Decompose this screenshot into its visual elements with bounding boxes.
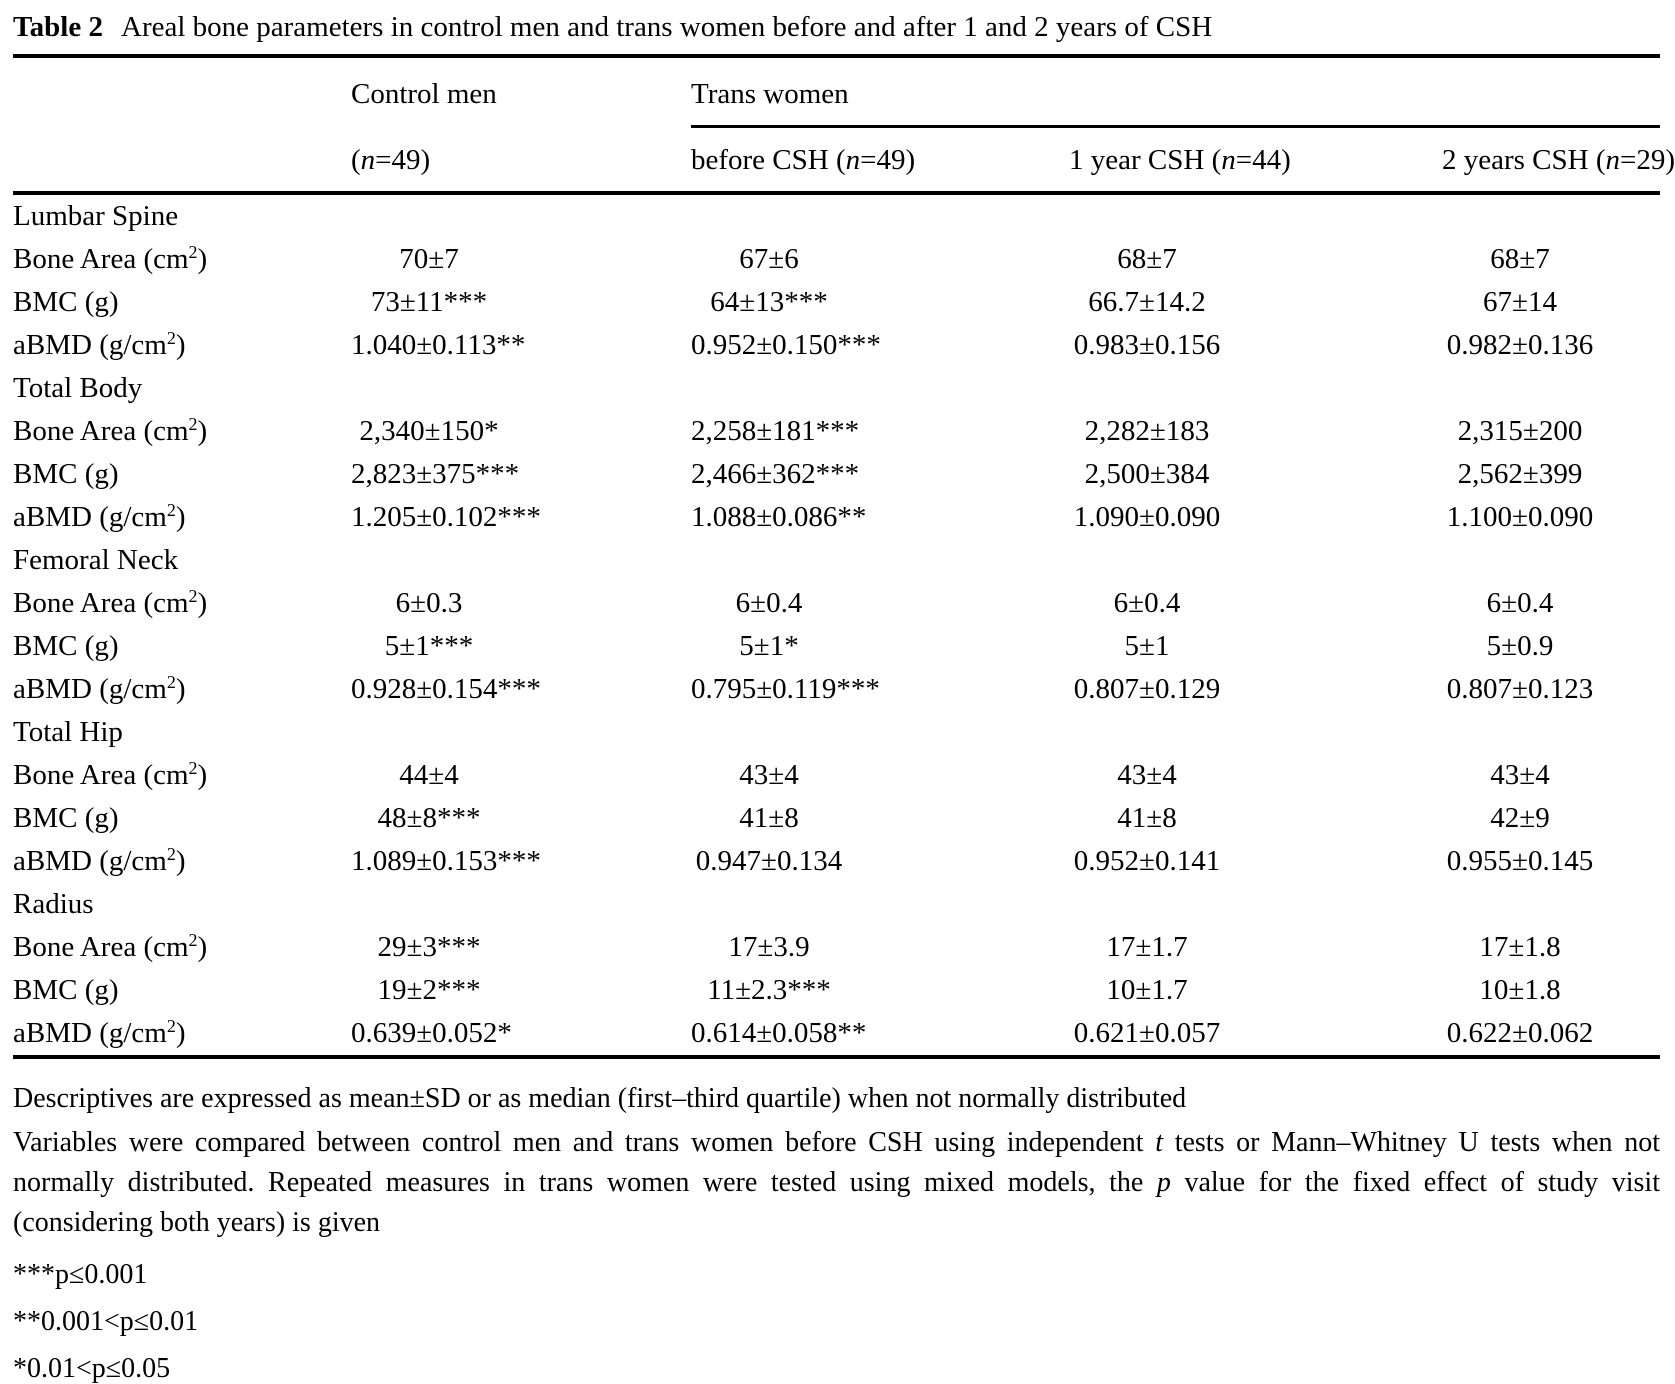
superscript-2: 2 [166,1016,176,1037]
value-cell [1442,1012,1660,1058]
cell-value: 17±3.9 [728,931,810,963]
cell-value: 5±1*** [384,630,474,662]
table-row [13,410,1660,453]
cell-value: 43±4 [1490,759,1550,791]
table-row [13,324,1660,367]
table-row [13,797,1660,840]
table-row [13,926,1660,969]
cell-value: 5±1* [739,630,799,662]
table-body [13,195,1660,1055]
row-label: Bone Area $(cm^2)$ [13,758,208,791]
value-cell [1442,410,1660,456]
table-row [13,496,1660,539]
value-cell [691,754,1069,800]
cell-value: 6±0.4 [735,587,803,619]
cell-value: 5±1 [1124,630,1170,662]
footnote-descriptives: Descriptives are expressed as mean±SD or as median (first–third quartile) when not normally distributed [13,1083,1187,1114]
value-cell [1069,797,1442,840]
value-cell [1069,969,1442,1012]
value-cell [691,926,1069,972]
cell-value: 0.614±0.058** [691,1017,867,1049]
cell-value: 43±4 [1117,759,1177,791]
cell-value: 10±1.8 [1479,974,1561,1006]
cell-value: 6±0.4 [1486,587,1554,619]
header-col-control-n: (n=49) [351,144,431,176]
value-cell [1442,926,1660,972]
table-caption [13,8,1660,46]
value-cell [1442,797,1660,840]
cell-value: 66.7±14.2 [1088,286,1206,318]
header-group-control-men: Control men [351,78,497,110]
cell-value: 41±8 [1117,802,1177,834]
table-row [13,969,1660,1012]
row-label: aBMD $(g/cm^2)$ [13,1016,186,1049]
cell-value: 10±1.7 [1106,974,1188,1006]
header-col-text: 1 year CSH ( [1069,144,1222,176]
value-cell [1069,840,1442,886]
superscript-2: 2 [188,414,198,435]
cell-value: 1.090±0.090 [1073,501,1221,533]
table-row [13,238,1660,281]
value-cell [691,324,1069,370]
cell-value: 43±4 [739,759,799,791]
value-cell [1442,840,1660,886]
cell-value: 42±9 [1490,802,1550,834]
row-label: BMC (g) [13,286,119,318]
value-cell [351,453,691,496]
cell-value: 2,258±181*** [691,415,860,447]
superscript-2: 2 [188,242,198,263]
row-label: aBMD $(g/cm^2)$ [13,844,186,877]
italic-term: t [1155,1127,1164,1158]
cell-value: 0.955±0.145 [1446,845,1594,877]
header-empty-cell [13,78,351,111]
section-row [13,539,1660,582]
header-col-text: =49) [375,144,431,176]
table-row [13,281,1660,324]
italic-term: p [1156,1167,1171,1198]
value-cell [1069,324,1442,370]
value-cell [351,410,691,456]
value-cell [1442,754,1660,800]
section-row [13,367,1660,410]
table-row [13,453,1660,496]
footnote-sig-01: **0.001<p≤0.01 [13,1306,199,1337]
cell-value: 17±1.7 [1106,931,1188,963]
cell-value: 6±0.4 [1113,587,1181,619]
value-cell [1442,238,1660,284]
table-footnotes [13,1079,1660,1384]
cell-value: 1.040±0.113** [351,329,526,361]
table-header-columns [13,128,1675,191]
cell-value: 2,282±183 [1084,415,1210,447]
cell-value: 19±2*** [377,974,481,1006]
cell-value: 0.807±0.129 [1073,673,1221,705]
superscript-2: 2 [188,586,198,607]
row-label: Bone Area $(cm^2)$ [13,930,208,963]
cell-value: 0.928±0.154*** [351,673,541,705]
superscript-2: 2 [166,844,176,865]
cell-value: 1.100±0.090 [1446,501,1594,533]
cell-value: 1.205±0.102*** [351,501,541,533]
table-row [13,1012,1660,1055]
header-col-text: =49) [860,144,916,176]
cell-value: 64±13*** [710,286,828,318]
cell-value: 0.982±0.136 [1446,329,1594,361]
section-label: Lumbar Spine [13,200,179,232]
value-cell [351,969,691,1012]
cell-value: 48±8*** [377,802,481,834]
row-label: aBMD $(g/cm^2)$ [13,500,186,533]
cell-value: 0.952±0.141 [1073,845,1221,877]
cell-value: 2,466±362*** [691,458,860,490]
row-label: aBMD $(g/cm^2)$ [13,672,186,705]
header-group-trans-women: Trans women [691,78,849,110]
value-cell [691,797,1069,840]
cell-value: 0.639±0.052* [351,1017,512,1049]
cell-value: 0.952±0.150*** [691,329,881,361]
footnote-methods [13,1123,1660,1243]
table-row [13,668,1660,711]
value-cell [1069,668,1442,714]
cell-value: 0.983±0.156 [1073,329,1221,361]
section-label: Femoral Neck [13,544,179,576]
italic-n: n [1221,144,1236,176]
section-label: Total Hip [13,716,123,748]
value-cell [1069,238,1442,284]
row-label: Bone Area $(cm^2)$ [13,242,208,275]
value-cell [351,1012,691,1058]
section-label: Total Body [13,372,143,404]
value-cell [1442,582,1660,628]
row-label: Bone Area $(cm^2)$ [13,586,208,619]
footnote-text: value for the fixed effect of study visit (considering both years) is given [13,1167,1660,1238]
value-cell [1069,625,1442,668]
value-cell [1069,410,1442,456]
table-header-groups [13,58,1660,125]
cell-value: 0.807±0.123 [1446,673,1594,705]
value-cell [1069,754,1442,800]
value-cell [1069,926,1442,972]
cell-value: 0.621±0.057 [1073,1017,1221,1049]
value-cell [1442,969,1660,1012]
header-col-text: =29) [1620,144,1675,176]
value-cell [691,281,1069,324]
superscript-2: 2 [166,500,176,521]
section-row [13,711,1660,754]
value-cell [351,238,691,284]
cell-value: 2,562±399 [1457,458,1583,490]
value-cell [351,496,691,542]
table-row [13,840,1660,883]
value-cell [691,668,1069,714]
value-cell [351,324,691,370]
value-cell [691,453,1069,496]
row-label: BMC (g) [13,974,119,1006]
value-cell [1442,281,1660,324]
value-cell [351,797,691,840]
italic-n: n [360,144,376,176]
row-label: BMC (g) [13,458,119,490]
section-row [13,195,1660,238]
cell-value: 73±11*** [370,286,488,318]
table-row [13,625,1660,668]
header-col-2-years-csh [1442,144,1675,177]
table-title: Areal bone parameters in control men and trans women before and after 1 and 2 years of CSH [121,11,1213,43]
cell-value: 11±2.3*** [707,974,831,1006]
cell-value: 68±7 [1117,243,1177,275]
value-cell [1442,625,1660,668]
value-cell [1069,496,1442,542]
cell-value: 0.622±0.062 [1446,1017,1594,1049]
value-cell [351,582,691,628]
header-col-before-csh [691,144,1069,177]
cell-value: 41±8 [739,802,799,834]
cell-value: 17±1.8 [1479,931,1561,963]
superscript-2: 2 [188,930,198,951]
value-cell [1069,281,1442,324]
cell-value: 70±7 [399,243,459,275]
cell-value: 67±14 [1483,286,1557,318]
cell-value: 2,315±200 [1457,415,1583,447]
value-cell [1442,668,1660,714]
row-label: aBMD $(g/cm^2)$ [13,328,186,361]
value-cell [1069,1012,1442,1058]
value-cell [1442,496,1660,542]
header-col-text: 2 years CSH ( [1442,144,1606,176]
cell-value: 1.088±0.086** [691,501,867,533]
row-label: BMC (g) [13,630,119,662]
value-cell [691,969,1069,1012]
value-cell [1442,453,1660,496]
value-cell [351,625,691,668]
value-cell [1069,453,1442,496]
footnote-sig-05: *0.01<p≤0.05 [13,1353,171,1384]
header-col-text: before CSH ( [691,144,846,176]
value-cell [1442,324,1660,370]
table-row [13,754,1660,797]
row-label: BMC (g) [13,802,119,834]
value-cell [691,238,1069,284]
superscript-2: 2 [166,672,176,693]
value-cell [691,582,1069,628]
value-cell [691,840,1069,886]
header-empty-cell [13,144,351,177]
table-row [13,582,1660,625]
italic-n: n [845,144,861,176]
cell-value: 44±4 [399,759,459,791]
cell-value: 5±0.9 [1486,630,1554,662]
value-cell [1069,582,1442,628]
value-cell [351,668,691,714]
table-number: Table 2 [13,11,103,43]
cell-value: 0.947±0.134 [695,845,843,877]
header-col-text: =44) [1235,144,1291,176]
footnote-sig-001: ***p≤0.001 [13,1259,148,1290]
header-col-1-year-csh [1069,144,1442,177]
footnote-text: tests or Mann–Whitney U tests when not normally distributed. Repeated measures in trans women were tested using mixed models, the [13,1127,1660,1198]
cell-value: 29±3*** [377,931,481,963]
superscript-2: 2 [188,758,198,779]
cell-value: 2,500±384 [1084,458,1210,490]
value-cell [691,410,1069,456]
cell-value: 67±6 [739,243,799,275]
italic-n: n [1605,144,1621,176]
value-cell [691,496,1069,542]
value-cell [351,926,691,972]
value-cell [691,625,1069,668]
value-cell [691,1012,1069,1058]
superscript-2: 2 [166,328,176,349]
value-cell [351,754,691,800]
section-row [13,883,1660,926]
cell-value: 1.089±0.153*** [351,845,541,877]
value-cell [351,840,691,886]
row-label: Bone Area $(cm^2)$ [13,414,208,447]
cell-value: 0.795±0.119*** [691,673,880,705]
cell-value: 2,823±375*** [351,458,520,490]
footnote-text: Variables were compared between control men and trans women before CSH using independent [13,1127,1156,1158]
value-cell [351,281,691,324]
cell-value: 2,340±150* [359,415,499,447]
cell-value: 6±0.3 [395,587,463,619]
cell-value: 68±7 [1490,243,1550,275]
section-label: Radius [13,888,94,920]
